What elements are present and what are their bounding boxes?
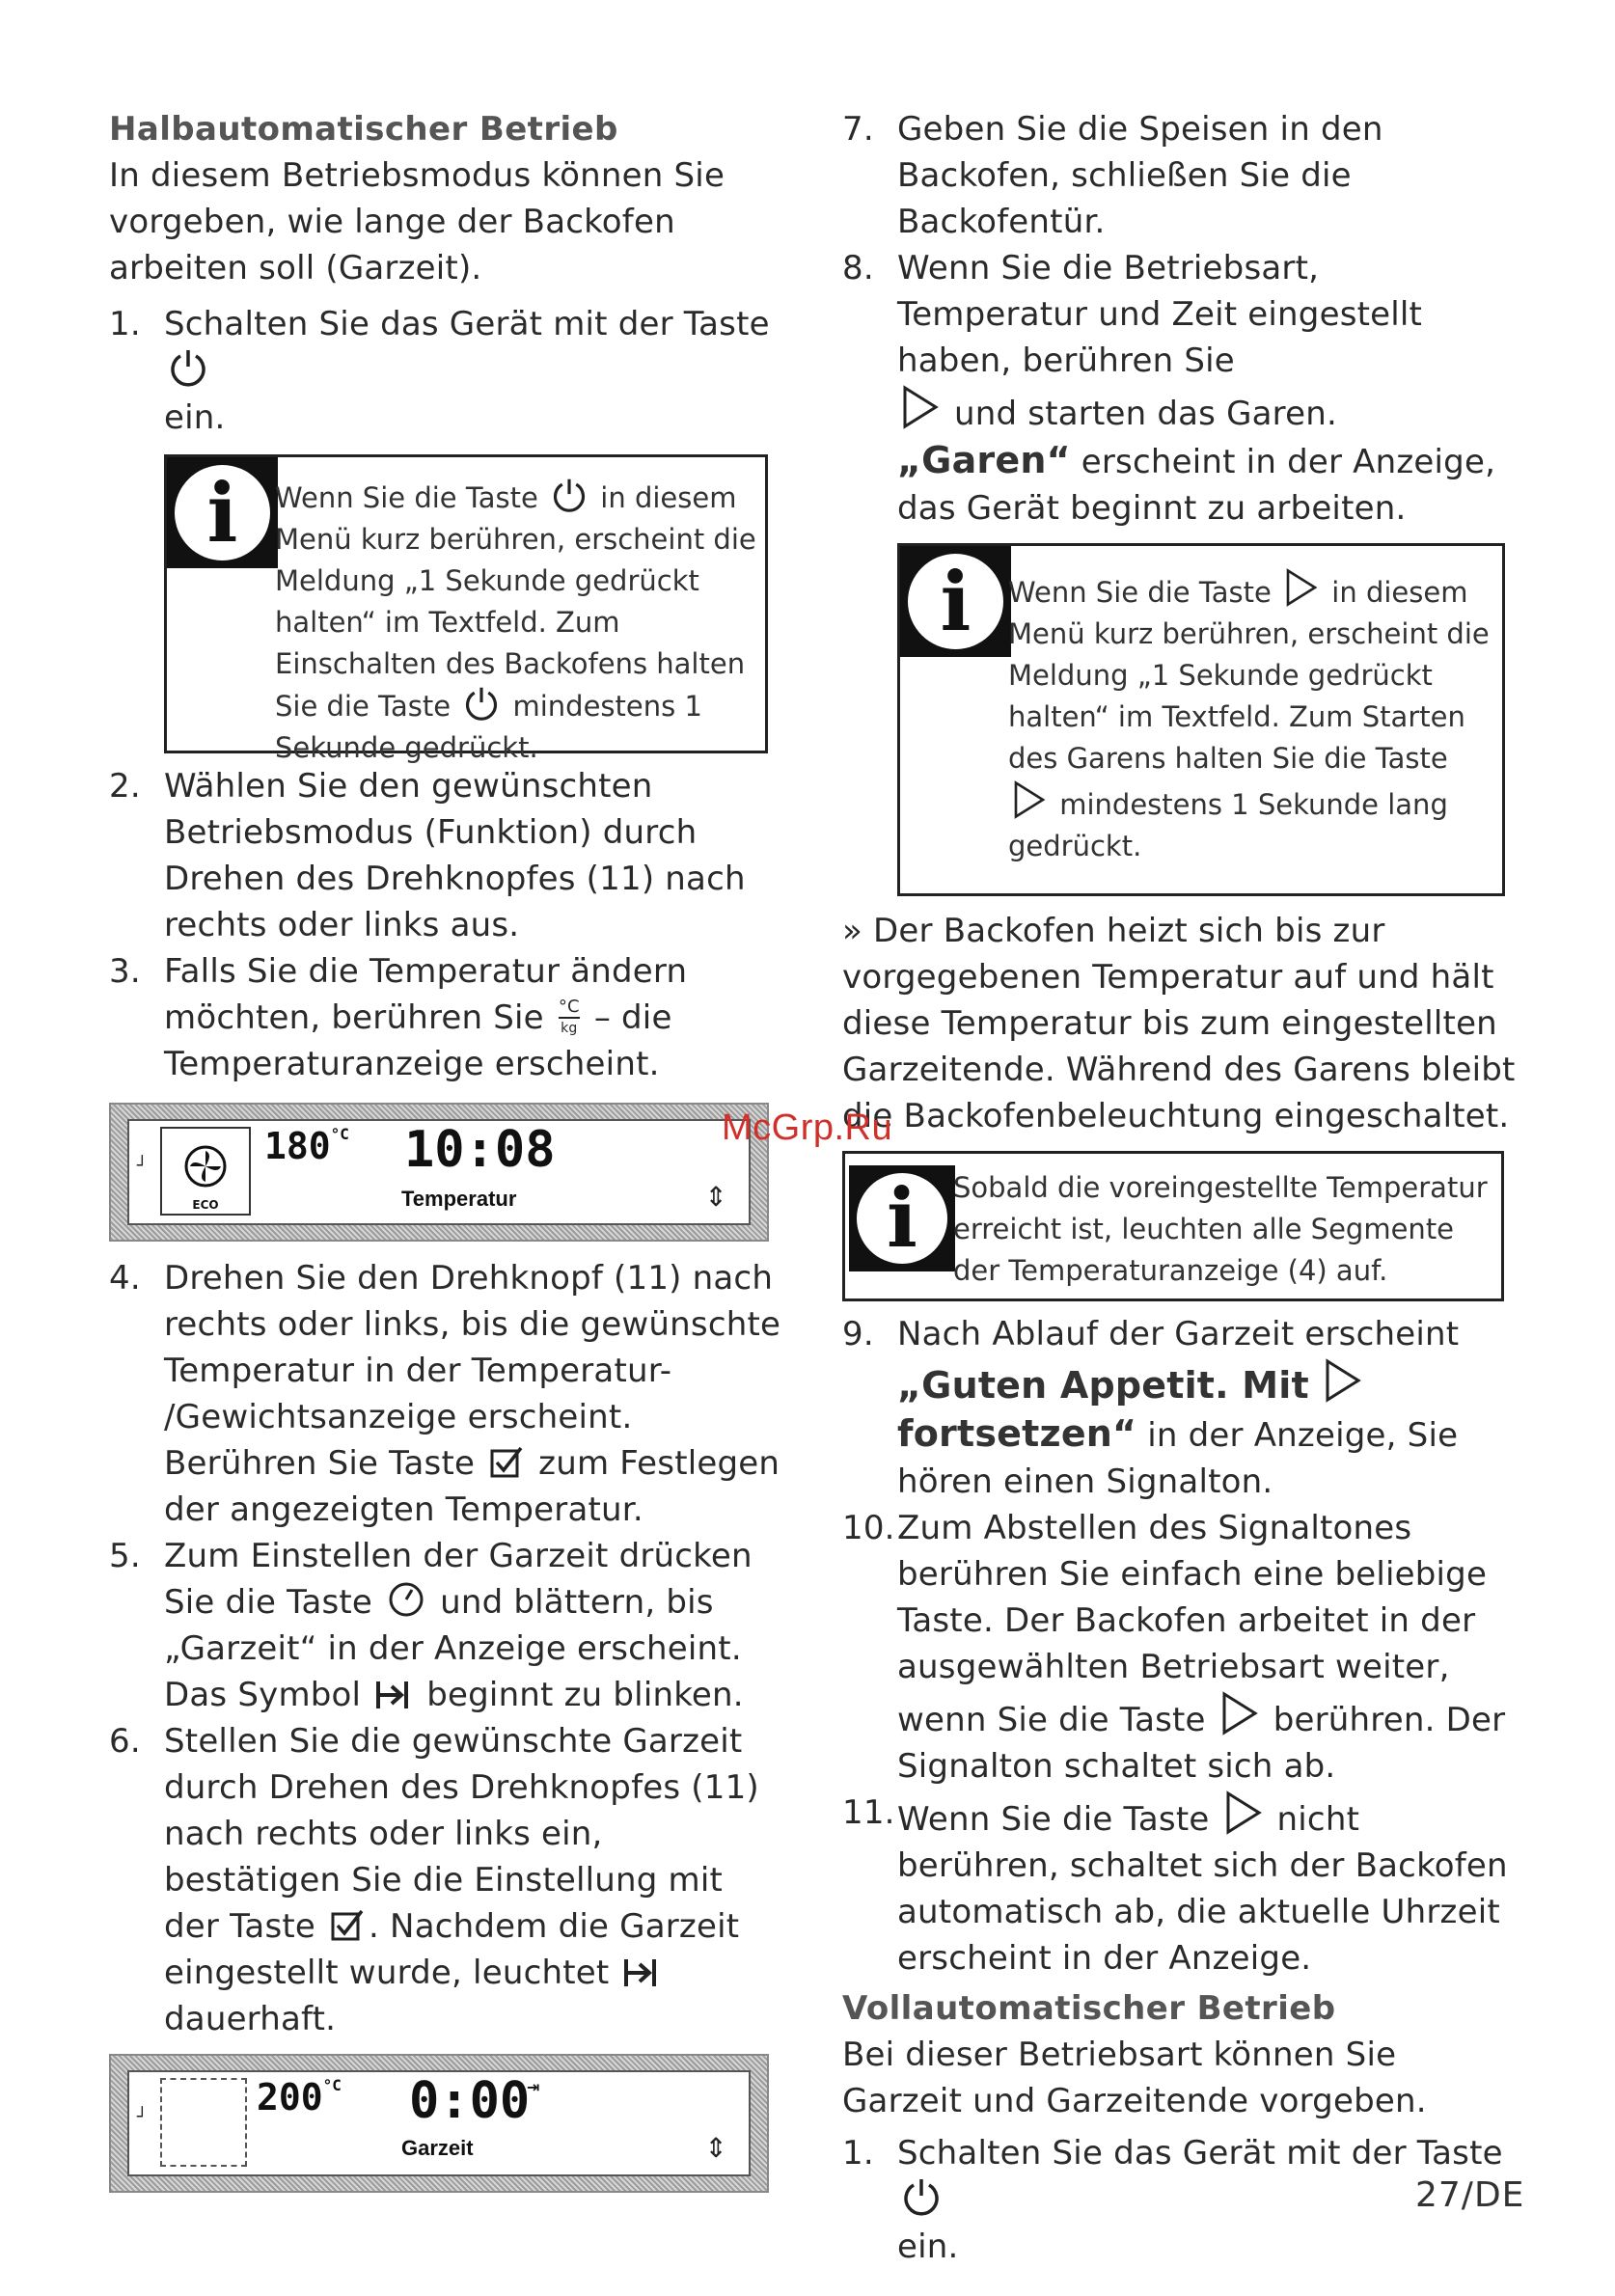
step-text-end: dauerhaft. bbox=[164, 2000, 337, 2038]
info-text-cont: in diesem Menü kurz berühren, erscheint die Meldung „1 Sekunde gedrückt halten“ im Textfeld. Zum Starten des Garens halten Sie die Taste bbox=[1008, 576, 1490, 775]
step-text-end: ein. bbox=[897, 2228, 959, 2266]
arrow-indicator-icon: ┘ bbox=[137, 2107, 148, 2127]
step-10 bbox=[842, 1505, 1518, 1790]
step-text-end: ein. bbox=[164, 398, 226, 437]
confirm-checkbox-icon bbox=[330, 1908, 365, 1943]
display-text-field: Garzeit bbox=[401, 2136, 474, 2160]
start-play-icon bbox=[1012, 779, 1047, 820]
eco-label: ECO bbox=[192, 1198, 219, 1212]
info-box-temperature bbox=[842, 1151, 1504, 1301]
step-number: 4. bbox=[109, 1259, 141, 1298]
step-3 bbox=[109, 948, 784, 1087]
step-text: Schalten Sie das Gerät mit der Taste bbox=[897, 2134, 1503, 2173]
step-number: 11. bbox=[842, 1793, 895, 1832]
guten-appetit-label: „Guten Appetit. Mit bbox=[897, 1364, 1309, 1407]
info-text-end: mindestens 1 Sekunde lang gedrückt. bbox=[1008, 788, 1448, 862]
step-2 bbox=[109, 763, 784, 948]
info-box-start bbox=[897, 543, 1505, 896]
step-text-cont: und starten das Garen. bbox=[954, 395, 1337, 433]
info-icon: i bbox=[167, 457, 278, 568]
temperature-readout: $180^{^\circ C}$ bbox=[264, 1125, 349, 1167]
step-7 bbox=[842, 106, 1518, 245]
step-number: 8. bbox=[842, 249, 874, 287]
step-text-cont: und blättern, bis „Garzeit“ in der Anzeige erscheint. Das Symbol bbox=[164, 1583, 742, 1714]
power-icon bbox=[551, 477, 588, 513]
time-readout: 0:00 bbox=[409, 2072, 531, 2130]
watermark: McGrp.Ru bbox=[722, 1107, 893, 1148]
power-icon bbox=[901, 2176, 942, 2217]
step-text-end: zum Festlegen der angezeigten Temperatur. bbox=[164, 1444, 780, 1529]
step-number: 7. bbox=[842, 110, 874, 149]
step-text-end: erscheint in der Anzeige, das Gerät beginnt zu arbeiten. bbox=[897, 443, 1496, 528]
intro-paragraph: In diesem Betriebsmodus können Sie vorgeben, wie lange der Backofen arbeiten soll (Garzeit). bbox=[109, 156, 725, 287]
cooking-time-small-icon: ⇥ bbox=[527, 2078, 540, 2096]
power-icon bbox=[463, 685, 500, 722]
temperature-weight-icon: °C kg bbox=[558, 997, 580, 1036]
page-number: 27/DE bbox=[1415, 2175, 1525, 2215]
step-text: Falls Sie die Temperatur ändern möchten, berühren Sie bbox=[164, 952, 688, 1037]
step-text: Wenn Sie die Taste bbox=[897, 1800, 1210, 1839]
step-8 bbox=[842, 245, 1518, 532]
up-down-arrows-icon: ⇕ bbox=[704, 2132, 727, 2164]
start-play-icon bbox=[1324, 1357, 1362, 1404]
step-text: Wählen Sie den gewünschten Betriebsmodus (Funktion) durch Drehen des Drehknopfes (11) nach rechts oder links aus. bbox=[164, 767, 746, 944]
step-1 bbox=[109, 301, 784, 441]
info-text: Wenn Sie die Taste bbox=[275, 481, 538, 514]
step-number: 1. bbox=[842, 2134, 874, 2173]
step-text: Stellen Sie die gewünschte Garzeit durch Drehen des Drehknopfes (11) nach rechts oder links ein, bestätigen Sie die Einstellung mit der Taste bbox=[164, 1722, 759, 1946]
step-number: 2. bbox=[109, 767, 141, 806]
step-text-end: in der Anzeige, Sie hören einen Signalton. bbox=[897, 1416, 1459, 1501]
step-11 bbox=[842, 1790, 1518, 1982]
step-6 bbox=[109, 1718, 784, 2042]
step-number: 5. bbox=[109, 1537, 141, 1575]
info-text: Sobald die voreingestellte Temperatur erreicht ist, leuchten alle Segmente der Temperaturanzeige (4) auf. bbox=[953, 1171, 1488, 1287]
garen-label: „Garen“ bbox=[897, 439, 1071, 481]
step-text: Drehen Sie den Drehknopf (11) nach rechts oder links, bis die gewünschte Temperatur in der Temperatur- /Gewichtsanzeige erscheint. Berühren Sie Taste bbox=[164, 1259, 781, 1483]
step-text-end: berühren. Der Signalton schaltet sich ab. bbox=[897, 1701, 1506, 1786]
step-text-cont: . Nachdem die Garzeit eingestellt wurde, leuchtet bbox=[164, 1907, 740, 1992]
heating-paragraph: » Der Backofen heizt sich bis zur vorgegebenen Temperatur auf und hält diese Temperatur bis zum eingestellten Garzeitende. Während des Garens bleibt die Backofenbeleuchtung eingeschaltet. bbox=[842, 912, 1516, 1135]
intro-paragraph-2: Bei dieser Betriebsart können Sie Garzeit und Garzeitende vorgeben. bbox=[842, 2036, 1427, 2120]
step-number: 1. bbox=[109, 305, 141, 343]
step-number: 6. bbox=[109, 1722, 141, 1761]
oven-display-cooking-time bbox=[109, 2054, 769, 2193]
step-text: Zum Einstellen der Garzeit drücken Sie die Taste bbox=[164, 1537, 753, 1622]
up-down-arrows-icon: ⇕ bbox=[704, 1181, 727, 1213]
display-text-field: Temperatur bbox=[401, 1187, 517, 1211]
info-icon: i bbox=[849, 1165, 955, 1271]
info-box-power bbox=[164, 454, 768, 764]
time-readout: 10:08 bbox=[404, 1121, 556, 1179]
right-column bbox=[842, 106, 1518, 2270]
fan-icon bbox=[181, 1142, 230, 1190]
step-9 bbox=[842, 1311, 1518, 1505]
clock-icon bbox=[387, 1580, 425, 1619]
power-icon bbox=[168, 347, 208, 388]
info-text-cont: in diesem Menü kurz berühren, erscheint die Meldung „1 Sekunde gedrückt halten“ im Textfeld. Zum Einschalten des Backofens halten Sie die Taste bbox=[275, 481, 756, 723]
cooking-time-symbol-icon bbox=[623, 1956, 660, 1989]
confirm-checkbox-icon bbox=[489, 1445, 524, 1480]
section-heading-full-auto: Vollautomatischer Betrieb bbox=[842, 1989, 1336, 2028]
step-4 bbox=[109, 1255, 784, 1533]
fortsetzen-label: fortsetzen“ bbox=[897, 1412, 1137, 1455]
function-box bbox=[160, 1127, 251, 1216]
cooking-time-symbol-icon bbox=[375, 1679, 412, 1711]
step-text: Geben Sie die Speisen in den Backofen, schließen Sie die Backofentür. bbox=[897, 110, 1383, 241]
info-text: Wenn Sie die Taste bbox=[1008, 576, 1272, 609]
step-number: 10. bbox=[842, 1509, 895, 1547]
step-text: Wenn Sie die Betriebsart, Temperatur und Zeit eingestellt haben, berühren Sie bbox=[897, 249, 1423, 380]
left-column bbox=[109, 106, 784, 2193]
oven-display-temperature bbox=[109, 1103, 769, 1242]
arrow-indicator-icon: ┘ bbox=[137, 1156, 148, 1176]
step-text: Nach Ablauf der Garzeit erscheint bbox=[897, 1315, 1460, 1353]
start-play-icon bbox=[1220, 1690, 1259, 1736]
section-heading-semi-auto: Halbautomatischer Betrieb bbox=[109, 110, 618, 149]
step-5 bbox=[109, 1533, 784, 1718]
temperature-readout: $200^{^\circ C}$ bbox=[257, 2076, 342, 2118]
function-box-empty bbox=[160, 2078, 247, 2167]
step-text: Zum Abstellen des Signaltones berühren Sie einfach eine beliebige Taste. Der Backofen arbeitet in der ausgewählten Betriebsart weiter, wenn Sie die Taste bbox=[897, 1509, 1488, 1739]
step-text-end: – die Temperaturanzeige erscheint. bbox=[164, 998, 672, 1083]
step-text-end: beginnt zu blinken. bbox=[426, 1676, 744, 1714]
info-text-end: mindestens 1 Sekunde gedrückt. bbox=[275, 690, 702, 764]
start-play-icon bbox=[1224, 1790, 1263, 1836]
start-play-icon bbox=[1284, 567, 1319, 608]
step-text-end: nicht berühren, schaltet sich der Backofen automatisch ab, die aktuelle Uhrzeit erscheint in der Anzeige. bbox=[897, 1800, 1508, 1978]
step-number: 9. bbox=[842, 1315, 874, 1353]
step-number: 3. bbox=[109, 952, 141, 991]
step-text: Schalten Sie das Gerät mit der Taste bbox=[164, 305, 770, 343]
start-play-icon bbox=[901, 384, 940, 430]
info-icon: i bbox=[900, 546, 1011, 657]
